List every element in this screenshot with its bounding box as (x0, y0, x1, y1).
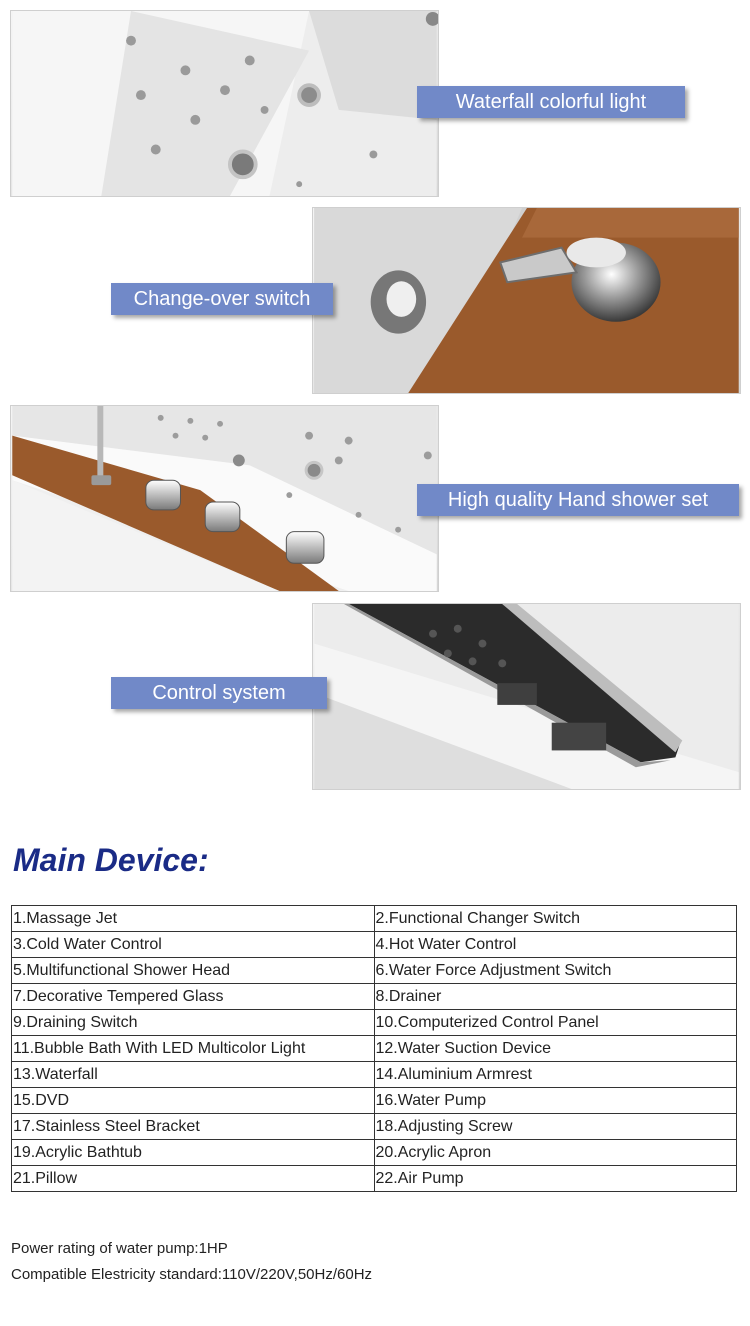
table-row (12, 1036, 737, 1062)
table-cell: 6.Water Force Adjustment Switch (374, 958, 737, 984)
feature-label: Change-over switch (111, 283, 333, 315)
table-row (12, 958, 737, 984)
table-cell: 11.Bubble Bath With LED Multicolor Light (12, 1036, 375, 1062)
table-cell: 16.Water Pump (374, 1088, 737, 1114)
changeover-switch-photo (312, 207, 741, 394)
main-device-table (11, 905, 737, 1192)
table-row (12, 1166, 737, 1192)
table-cell: 9.Draining Switch (12, 1010, 375, 1036)
table-cell: 21.Pillow (12, 1166, 375, 1192)
table-cell: 4.Hot Water Control (374, 932, 737, 958)
table-cell: 13.Waterfall (12, 1062, 375, 1088)
table-row (12, 1062, 737, 1088)
table-cell: 5.Multifunctional Shower Head (12, 958, 375, 984)
table-row (12, 906, 737, 932)
table-cell: 20.Acrylic Apron (374, 1140, 737, 1166)
waterfall-light-photo (10, 10, 439, 197)
table-cell: 7.Decorative Tempered Glass (12, 984, 375, 1010)
table-cell: 8.Drainer (374, 984, 737, 1010)
table-cell: 1.Massage Jet (12, 906, 375, 932)
table-row (12, 1140, 737, 1166)
electricity-standard-note: Compatible Elestricity standard:110V/220V,50Hz/60Hz (11, 1266, 373, 1283)
pump-power-note: Power rating of water pump:1HP (11, 1240, 228, 1257)
table-cell: 18.Adjusting Screw (374, 1114, 737, 1140)
table-cell: 22.Air Pump (374, 1166, 737, 1192)
table-cell: 3.Cold Water Control (12, 932, 375, 958)
feature-label: High quality Hand shower set (417, 484, 739, 516)
table-row (12, 1010, 737, 1036)
table-row (12, 932, 737, 958)
table-cell: 12.Water Suction Device (374, 1036, 737, 1062)
table-row (12, 984, 737, 1010)
table-row (12, 1114, 737, 1140)
feature-label: Waterfall colorful light (417, 86, 685, 118)
table-cell: 14.Aluminium Armrest (374, 1062, 737, 1088)
table-cell: 10.Computerized Control Panel (374, 1010, 737, 1036)
table-cell: 17.Stainless Steel Bracket (12, 1114, 375, 1140)
table-row (12, 1088, 737, 1114)
table-cell: 2.Functional Changer Switch (374, 906, 737, 932)
table-cell: 15.DVD (12, 1088, 375, 1114)
control-system-photo (312, 603, 741, 790)
table-cell: 19.Acrylic Bathtub (12, 1140, 375, 1166)
feature-label: Control system (111, 677, 327, 709)
hand-shower-set-photo (10, 405, 439, 592)
main-device-title: Main Device: (13, 842, 209, 878)
